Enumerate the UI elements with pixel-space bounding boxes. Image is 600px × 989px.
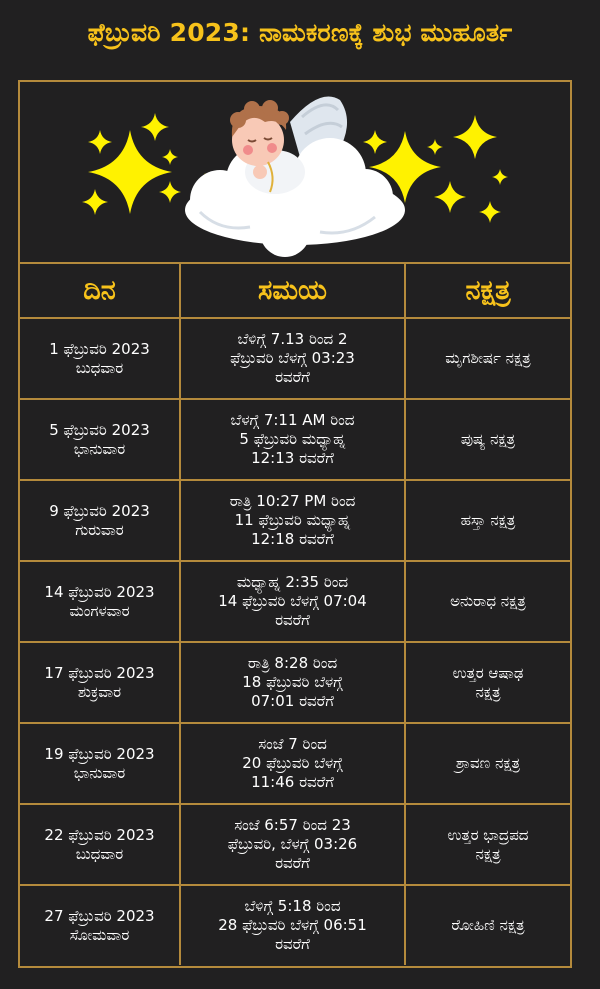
table-row: [20, 885, 570, 965]
nakshatra-cell: [405, 642, 570, 723]
table-row: [20, 804, 570, 885]
nakshatra-text: ಪುಷ್ಯ ನಕ್ಷತ್ರ: [460, 430, 516, 448]
time-text: 07:01 ರವರೆಗೆ: [251, 692, 334, 710]
nakshatra-cell: [405, 561, 570, 642]
time-cell: [180, 480, 405, 561]
header-nakshatra: ನಕ್ಷತ್ರ: [405, 264, 570, 318]
nakshatra-cell: [405, 723, 570, 804]
muhurta-table: [20, 264, 570, 965]
nakshatra-text: ರೋಹಿಣಿ ನಕ್ಷತ್ರ: [451, 916, 525, 934]
table-row: [20, 642, 570, 723]
time-text: 12:18 ರವರೆಗೆ: [251, 530, 334, 548]
time-cell: [180, 399, 405, 480]
nakshatra-text: ಅನುರಾಧ ನಕ್ಷತ್ರ: [450, 592, 526, 610]
date-cell: [20, 723, 180, 804]
weekday-text: ಬುಧವಾರ: [75, 358, 124, 377]
time-text: 5 ಫೆಬ್ರುವರಿ ಮಧ್ಯಾಹ್ನ: [239, 430, 346, 448]
date-cell: [20, 885, 180, 965]
time-text: ರವರೆಗೆ: [275, 935, 310, 953]
muhurta-card: [18, 80, 572, 968]
date-cell: [20, 642, 180, 723]
weekday-text: ಶುಕ್ರವಾರ: [77, 682, 122, 701]
date-text: 17 ಫೆಬ್ರುವರಿ 2023: [44, 663, 155, 682]
nakshatra-text: ಉತ್ತರ ಭಾದ್ರಪದ: [447, 825, 529, 844]
time-text: ಮಧ್ಯಾಹ್ನ 2:35 ರಿಂದ: [236, 573, 349, 591]
time-text: ರಾತ್ರಿ 10:27 PM ರಿಂದ: [229, 492, 356, 510]
time-text: ರವರೆಗೆ: [275, 854, 310, 872]
table-row: [20, 318, 570, 399]
nakshatra-text: ನಕ್ಷತ್ರ: [475, 682, 501, 701]
time-text: ಸಂಜೆ 7 ರಿಂದ: [258, 735, 327, 753]
nakshatra-cell: [405, 399, 570, 480]
weekday-text: ಭಾನುವಾರ: [73, 763, 126, 782]
date-text: 5 ಫೆಬ್ರುವರಿ 2023: [49, 420, 150, 439]
page-title: ಫೆಬ್ರುವರಿ 2023: ನಾಮಕರಣಕ್ಕೆ ಶುಭ ಮುಹೂರ್ತ: [87, 18, 513, 47]
date-cell: [20, 399, 180, 480]
date-text: 9 ಫೆಬ್ರುವರಿ 2023: [49, 501, 150, 520]
date-cell: [20, 804, 180, 885]
table-body: [20, 318, 570, 965]
time-text: 20 ಫೆಬ್ರುವರಿ ಬೆಳಗ್ಗೆ: [242, 754, 343, 772]
banner: [20, 82, 570, 264]
nakshatra-text: ಮೃಗಶೀರ್ಷ ನಕ್ಷತ್ರ: [445, 349, 531, 367]
table-header-row: [20, 264, 570, 318]
date-text: 14 ಫೆಬ್ರುವರಿ 2023: [44, 582, 155, 601]
nakshatra-cell: [405, 318, 570, 399]
nakshatra-text: ಉತ್ತರ ಆಷಾಢ: [452, 663, 524, 682]
date-cell: [20, 561, 180, 642]
weekday-text: ಸೋಮವಾರ: [69, 925, 130, 944]
nakshatra-text: ನಕ್ಷತ್ರ: [475, 844, 501, 863]
time-text: ರವರೆಗೆ: [275, 611, 310, 629]
weekday-text: ಮಂಗಳವಾರ: [69, 601, 130, 620]
time-cell: [180, 561, 405, 642]
time-text: 12:13 ರವರೆಗೆ: [251, 449, 334, 467]
time-text: ರವರೆಗೆ: [275, 368, 310, 386]
table-row: [20, 561, 570, 642]
time-cell: [180, 804, 405, 885]
nakshatra-text: ಶ್ರಾವಣ ನಕ್ಷತ್ರ: [455, 754, 521, 772]
nakshatra-cell: [405, 885, 570, 965]
weekday-text: ಬುಧವಾರ: [75, 844, 124, 863]
weekday-text: ಭಾನುವಾರ: [73, 439, 126, 458]
date-cell: [20, 480, 180, 561]
time-text: 14 ಫೆಬ್ರುವರಿ ಬೆಳಗ್ಗೆ 07:04: [218, 592, 367, 610]
nakshatra-text: ಹಸ್ತಾ ನಕ್ಷತ್ರ: [460, 511, 516, 529]
time-text: 28 ಫೆಬ್ರುವರಿ ಬೆಳಗ್ಗೆ 06:51: [218, 916, 367, 934]
nakshatra-cell: [405, 804, 570, 885]
time-text: ರಾತ್ರಿ 8:28 ರಿಂದ: [247, 654, 338, 672]
time-text: ಫೆಬ್ರುವರಿ, ಬೆಳಗ್ಗೆ 03:26: [227, 835, 358, 853]
header-day: ದಿನ: [20, 264, 180, 318]
date-text: 19 ಫೆಬ್ರುವರಿ 2023: [44, 744, 155, 763]
date-cell: [20, 318, 180, 399]
weekday-text: ಗುರುವಾರ: [75, 520, 124, 539]
time-text: 18 ಫೆಬ್ರುವರಿ ಬೆಳಗ್ಗೆ: [242, 673, 343, 691]
time-text: 11:46 ರವರೆಗೆ: [251, 773, 334, 791]
time-cell: [180, 723, 405, 804]
date-text: 22 ಫೆಬ್ರುವರಿ 2023: [44, 825, 155, 844]
time-text: ಬೆಳಿಗ್ಗೆ 5:18 ರಿಂದ: [244, 897, 341, 915]
time-text: ಫೆಬ್ರುವರಿ ಬೆಳಗ್ಗೆ 03:23: [230, 349, 355, 367]
table-row: [20, 480, 570, 561]
nakshatra-cell: [405, 480, 570, 561]
date-text: 27 ಫೆಬ್ರುವರಿ 2023: [44, 906, 155, 925]
header-time: ಸಮಯ: [180, 264, 405, 318]
table-row: [20, 399, 570, 480]
time-cell: [180, 318, 405, 399]
angel-baby-illustration: [20, 82, 570, 264]
table-row: [20, 723, 570, 804]
time-text: ಸಂಜೆ 6:57 ರಿಂದ 23: [234, 816, 351, 834]
time-text: 11 ಫೆಬ್ರುವರಿ ಮಧ್ಯಾಹ್ನ: [234, 511, 351, 529]
time-cell: [180, 885, 405, 965]
time-text: ಬೆಳಗ್ಗೆ 7:11 AM ರಿಂದ: [230, 411, 355, 429]
time-cell: [180, 642, 405, 723]
date-text: 1 ಫೆಬ್ರುವರಿ 2023: [49, 339, 150, 358]
time-text: ಬೆಳಿಗ್ಗೆ 7.13 ರಿಂದ 2: [237, 330, 348, 348]
